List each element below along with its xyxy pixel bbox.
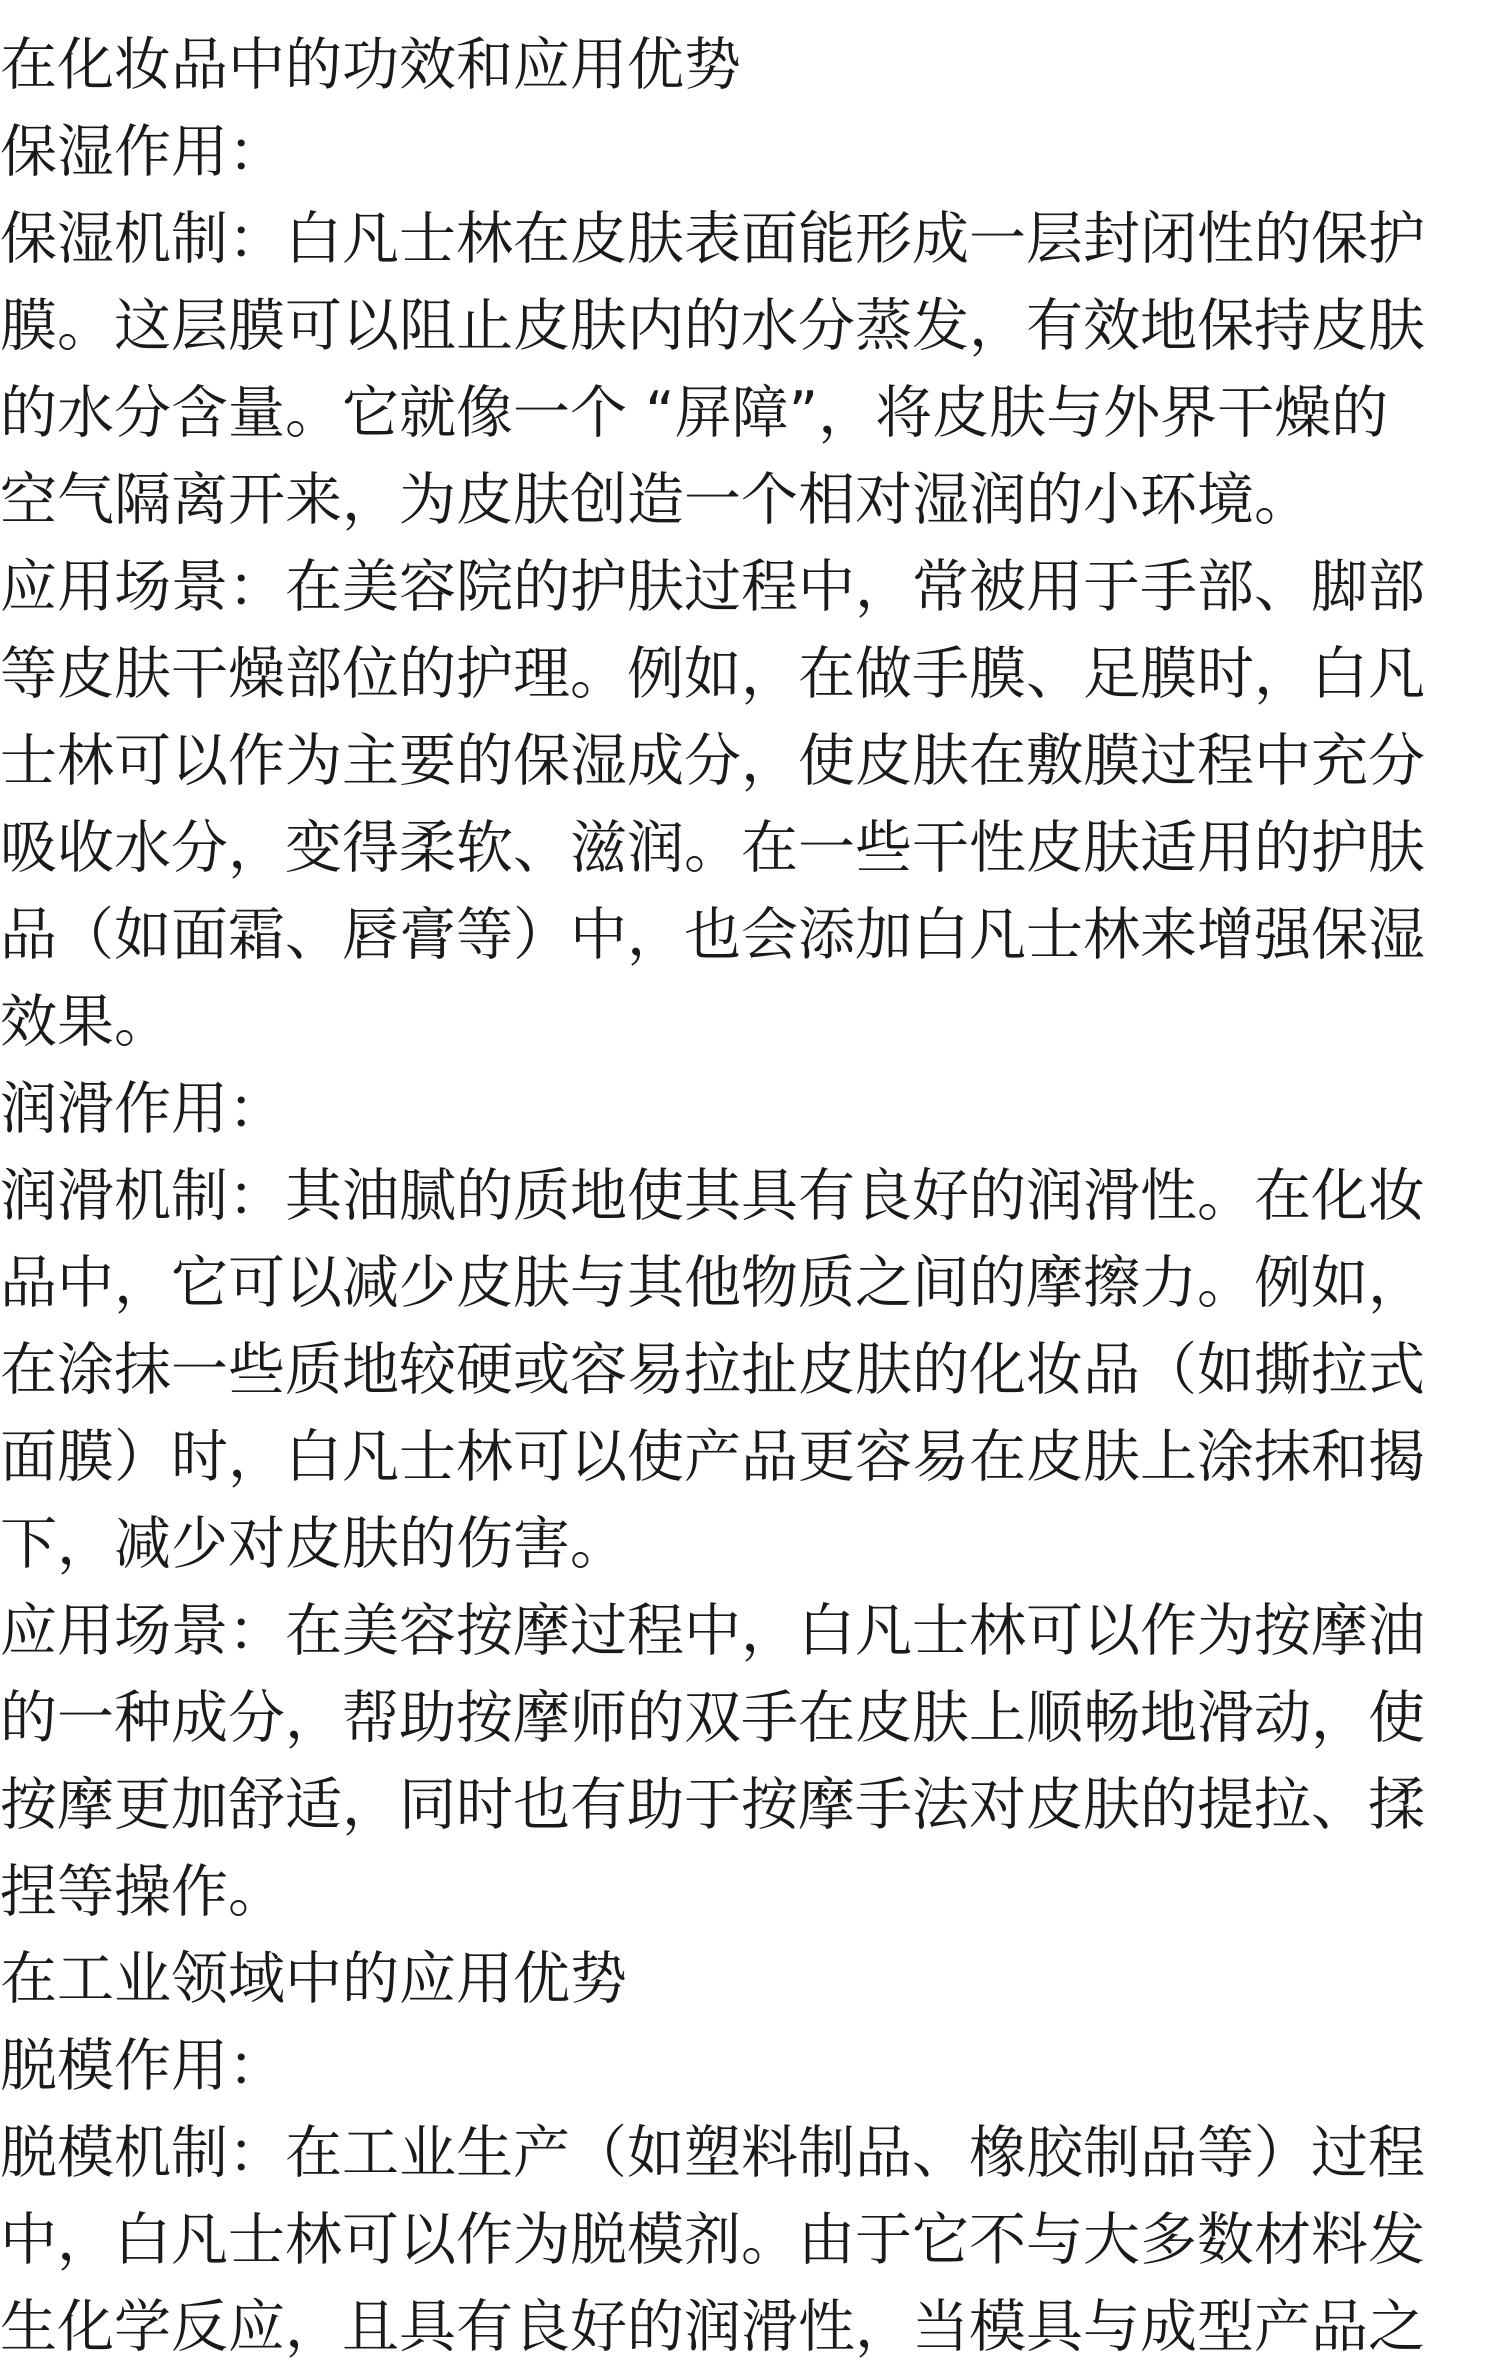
text-line: 保湿机制：白凡士林在皮肤表面能形成一层封闭性的保护 (0, 206, 1425, 272)
section-heading-cosmetics: 在化妆品中的功效和应用优势 (0, 32, 741, 98)
text-line: 品（如面霜、唇膏等）中，也会添加白凡士林来增强保湿 (0, 902, 1425, 968)
text-line: 品中，它可以减少皮肤与其他物质之间的摩擦力。例如， (0, 1250, 1425, 1316)
text-line: 按摩更加舒适，同时也有助于按摩手法对皮肤的提拉、揉 (0, 1772, 1425, 1838)
text-line: 空气隔离开来，为皮肤创造一个相对湿润的小环境。 (0, 467, 1311, 533)
text-line: 的一种成分，帮助按摩师的双手在皮肤上顺畅地滑动，使 (0, 1685, 1425, 1751)
text-line: 等皮肤干燥部位的护理。例如，在做手膜、足膜时，白凡 (0, 641, 1425, 707)
text-line: 中，白凡士林可以作为脱模剂。由于它不与大多数材料发 (0, 2207, 1425, 2273)
text-line: 下，减少对皮肤的伤害。 (0, 1511, 627, 1577)
text-line: 士林可以作为主要的保湿成分，使皮肤在敷膜过程中充分 (0, 728, 1425, 794)
text-line-partial: 生化学反应，且具有良好的润滑性，当模具与成型产品之 (0, 2294, 1425, 2360)
text-line: 润滑机制：其油腻的质地使其具有良好的润滑性。在化妆 (0, 1163, 1425, 1229)
section-heading-industry: 在工业领域中的应用优势 (0, 1946, 627, 2012)
text-line: 吸收水分，变得柔软、滋润。在一些干性皮肤适用的护肤 (0, 815, 1425, 881)
text-line: 的水分含量。它就像一个 “屏障”，将皮肤与外界干燥的 (0, 380, 1389, 446)
text-line: 捏等操作。 (0, 1859, 285, 1925)
text-line: 面膜）时，白凡士林可以使产品更容易在皮肤上涂抹和揭 (0, 1424, 1425, 1490)
text-line: 在涂抹一些质地较硬或容易拉扯皮肤的化妆品（如撕拉式 (0, 1337, 1425, 1403)
text-line: 应用场景：在美容院的护肤过程中，常被用于手部、脚部 (0, 554, 1425, 620)
subheading-demolding: 脱模作用： (0, 2033, 285, 2099)
subheading-lubricating: 润滑作用： (0, 1076, 285, 1142)
subheading-moisturizing: 保湿作用： (0, 119, 285, 185)
text-line: 应用场景：在美容按摩过程中，白凡士林可以作为按摩油 (0, 1598, 1425, 1664)
text-line: 膜。这层膜可以阻止皮肤内的水分蒸发，有效地保持皮肤 (0, 293, 1425, 359)
text-line: 效果。 (0, 989, 171, 1055)
text-line: 脱模机制：在工业生产（如塑料制品、橡胶制品等）过程 (0, 2120, 1425, 2186)
